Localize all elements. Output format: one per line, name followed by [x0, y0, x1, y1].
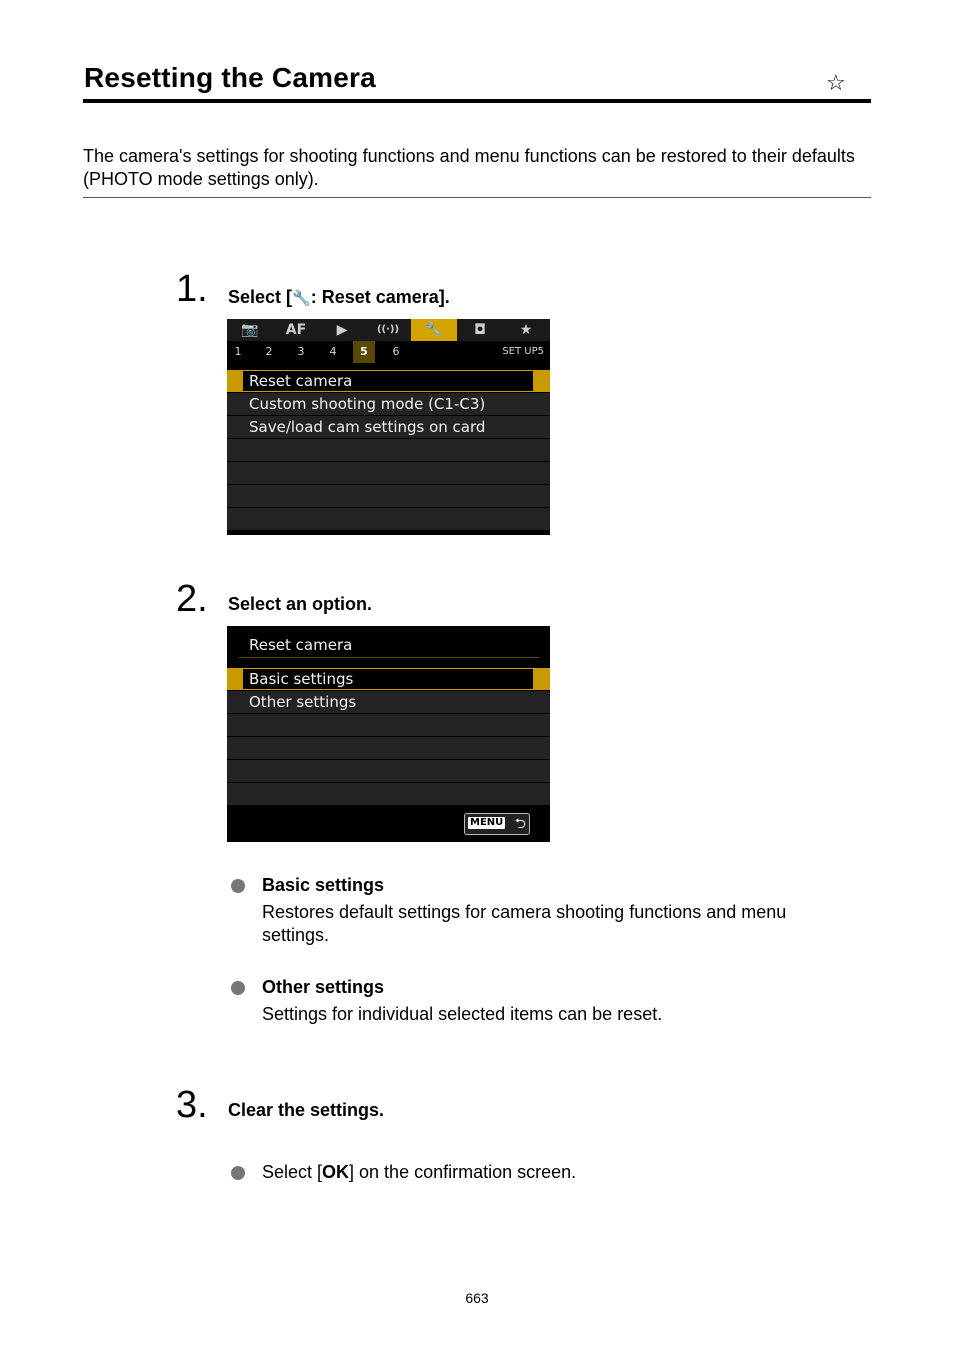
step-1-post: : Reset camera]. — [310, 287, 450, 307]
intro-divider — [83, 197, 871, 198]
star-icon: ☆ — [826, 70, 846, 95]
option-empty — [227, 760, 550, 783]
menu-section-label: SET UP5 — [502, 346, 544, 357]
custom-function-icon[interactable]: ◘ — [474, 322, 486, 338]
bullet-icon — [231, 981, 245, 995]
af-tab[interactable]: AF — [285, 322, 307, 338]
page-6[interactable]: 6 — [392, 345, 400, 358]
screen-header: Reset camera — [249, 636, 353, 654]
step-2-number: 2. — [176, 578, 208, 620]
menu-item-save-load[interactable] — [227, 416, 550, 439]
menu-item-empty — [227, 439, 550, 462]
menu-page-numbers — [227, 341, 550, 363]
menu-item-empty — [227, 508, 550, 531]
option-empty — [227, 714, 550, 737]
option-basic-settings[interactable] — [227, 668, 550, 691]
menu-label: MENU — [470, 817, 504, 828]
menu-item-reset-camera[interactable] — [227, 370, 550, 393]
option-label: Other settings — [249, 693, 357, 711]
step-1-pre: Select [ — [228, 287, 293, 307]
menu-item-custom-shooting-mode[interactable] — [227, 393, 550, 416]
menu-item-label: Save/load cam settings on card — [249, 418, 486, 436]
step-1-number: 1. — [176, 268, 208, 310]
header-divider — [239, 657, 539, 658]
menu-item-label: Custom shooting mode (C1-C3) — [249, 395, 486, 413]
menu-item-empty — [227, 462, 550, 485]
step-3-instruction — [262, 1161, 842, 1184]
page-4[interactable]: 4 — [329, 345, 337, 358]
step-3-number: 3. — [176, 1084, 208, 1126]
step-3-text: Clear the settings. — [228, 1100, 385, 1120]
my-menu-icon[interactable]: ★ — [519, 322, 533, 338]
camera-screen-reset-options — [227, 626, 550, 842]
bullet-icon — [231, 1166, 245, 1180]
bullet-icon — [231, 879, 245, 893]
title-divider — [83, 99, 871, 103]
menu-tab-bar — [227, 319, 550, 341]
back-arrow-icon: ⮌ — [514, 816, 526, 832]
step-2-text: Select an option. — [228, 594, 373, 614]
wireless-icon[interactable]: ((·)) — [376, 324, 400, 335]
page-5[interactable]: 5 — [353, 341, 375, 363]
ok-label: OK — [322, 1162, 350, 1182]
option-empty — [227, 783, 550, 806]
menu-item-empty — [227, 485, 550, 508]
menu-item-label: Reset camera — [249, 372, 353, 390]
wrench-icon[interactable]: 🔧 — [411, 319, 457, 341]
bullet-title-other: Other settings — [262, 977, 385, 997]
instruction-pre: Select [ — [262, 1162, 323, 1182]
camera-icon[interactable]: 📷 — [241, 322, 259, 338]
page-3[interactable]: 3 — [297, 345, 305, 358]
wrench-icon: 🔧 — [292, 290, 311, 307]
instruction-post: ] on the confirmation screen. — [349, 1162, 577, 1182]
page-2[interactable]: 2 — [265, 345, 273, 358]
option-label: Basic settings — [249, 670, 354, 688]
page-1[interactable]: 1 — [234, 345, 242, 358]
intro-text: The camera's settings for shooting functions and menu functions can be restored to their defaults (PHOTO mode settings only). — [83, 146, 855, 189]
option-other-settings[interactable] — [227, 691, 550, 714]
step-1-text — [228, 287, 450, 308]
page-title: Resetting the Camera — [84, 62, 376, 93]
option-empty — [227, 737, 550, 760]
menu-back-button[interactable] — [464, 813, 530, 835]
bullet-desc-other: Settings for individual selected items can be reset. — [262, 1004, 663, 1024]
camera-screen-setup-menu — [227, 319, 550, 535]
playback-icon[interactable]: ▶ — [336, 322, 348, 338]
bullet-desc-basic: Restores default settings for camera shooting functions and menu settings. — [262, 902, 787, 945]
page-number: 663 — [465, 1290, 489, 1306]
bullet-title-basic: Basic settings — [262, 875, 385, 895]
